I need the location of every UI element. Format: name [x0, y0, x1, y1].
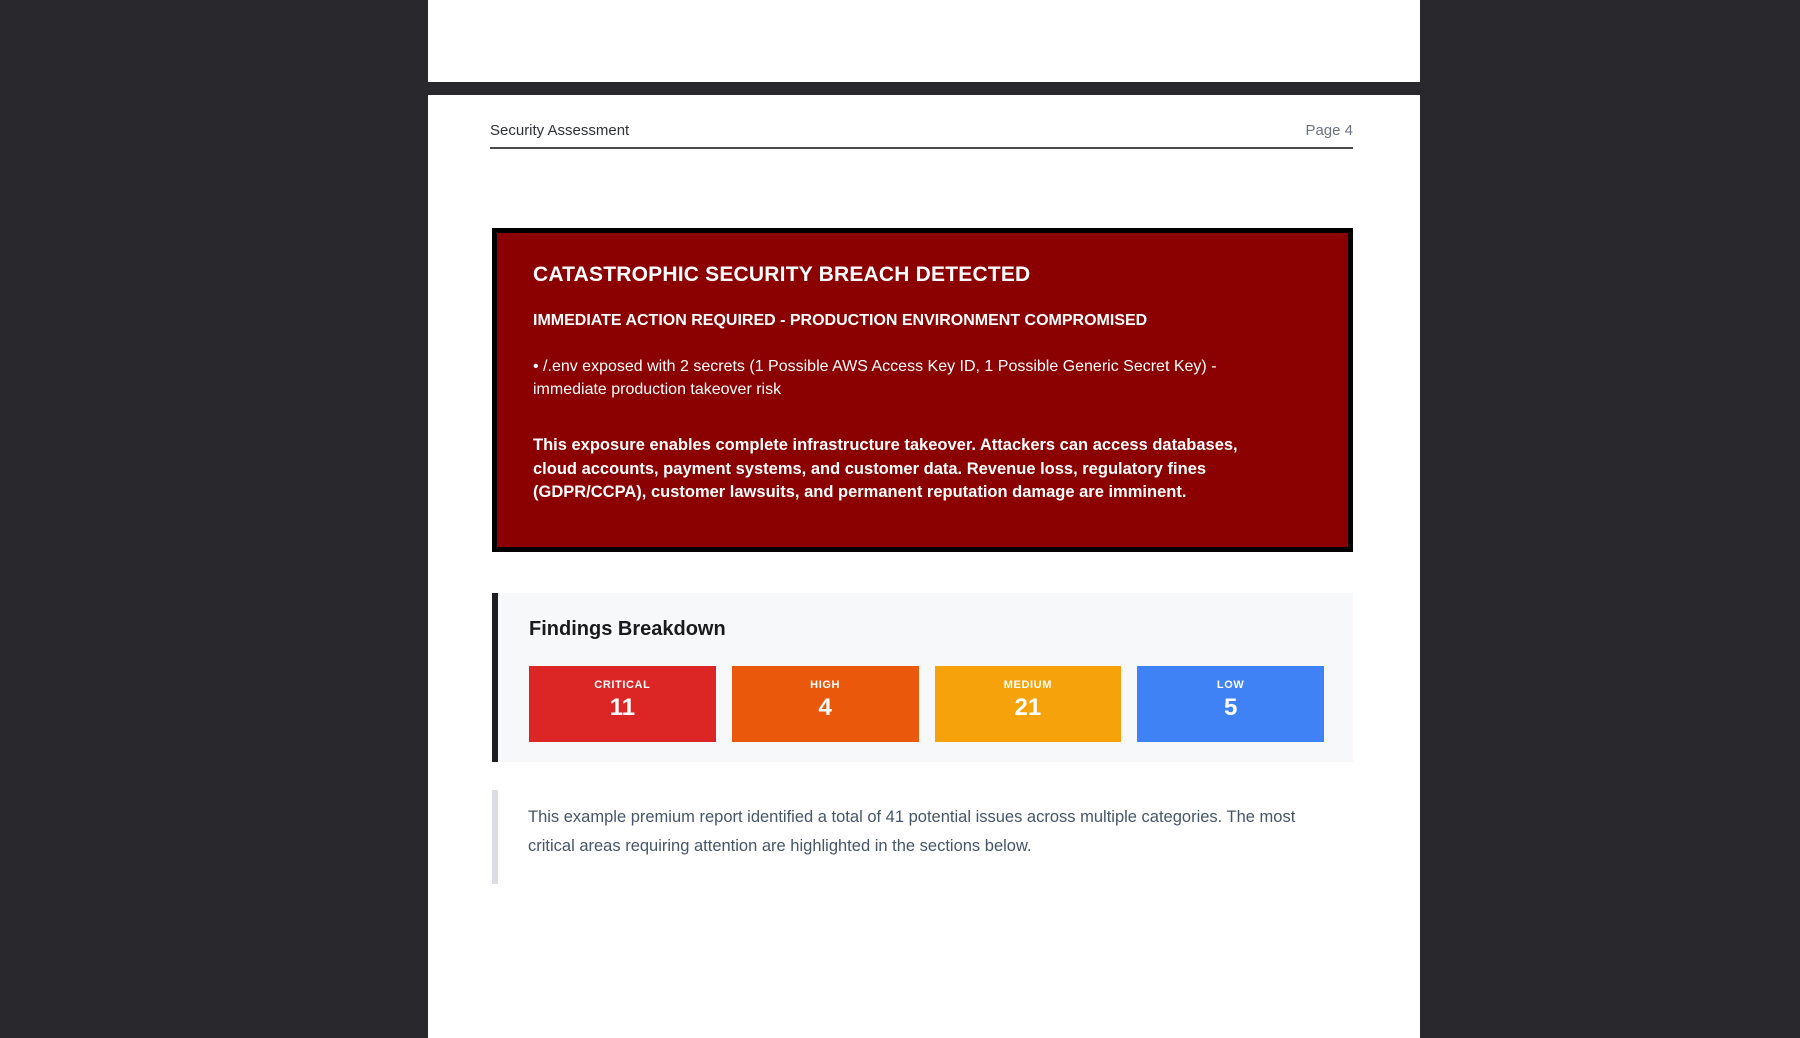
severity-card-label: MEDIUM	[1003, 679, 1052, 691]
severity-card-count: 21	[1014, 694, 1042, 721]
alert-title: CATASTROPHIC SECURITY BREACH DETECTED	[533, 263, 1031, 286]
severity-card-medium	[935, 666, 1122, 742]
severity-card-count: 5	[1223, 694, 1238, 721]
alert-subtitle: IMMEDIATE ACTION REQUIRED - PRODUCTION ENVIRONMENT COMPROMISED	[533, 312, 1148, 329]
severity-card-label: CRITICAL	[594, 679, 651, 691]
severity-card-label: LOW	[1216, 679, 1245, 691]
summary-note	[492, 790, 1353, 884]
report-page	[428, 95, 1420, 1038]
findings-heading: Findings Breakdown	[529, 618, 726, 640]
severity-card-high	[732, 666, 919, 742]
severity-card-label: HIGH	[810, 679, 841, 691]
critical-alert-box	[492, 228, 1353, 552]
page-header	[490, 123, 1353, 149]
severity-cards-row	[529, 666, 1324, 742]
severity-card-count: 11	[609, 694, 636, 721]
severity-card-low	[1137, 666, 1324, 742]
previous-page-bottom	[428, 0, 1420, 82]
report-title: Security Assessment	[490, 122, 630, 139]
page-number: Page 4	[1305, 122, 1353, 139]
findings-breakdown-section	[492, 593, 1353, 762]
alert-finding-bullet: • /.env exposed with 2 secrets (1 Possible AWS Access Key ID, 1 Possible Generic Secret Key) - immediate production takeover risk	[533, 358, 1217, 398]
summary-text: This example premium report identified a total of 41 potential issues across multiple categories. The most critical areas requiring attention are highlighted in the sections below.	[528, 808, 1296, 855]
alert-impact-statement: This exposure enables complete infrastructure takeover. Attackers can access databases, cloud accounts, payment systems, and customer data. Revenue loss, regulatory fines (GDPR/CCPA), customer lawsuits, and permanent reputation damage are imminent.	[533, 436, 1238, 501]
severity-card-count: 4	[818, 694, 832, 721]
severity-card-critical	[529, 666, 716, 742]
